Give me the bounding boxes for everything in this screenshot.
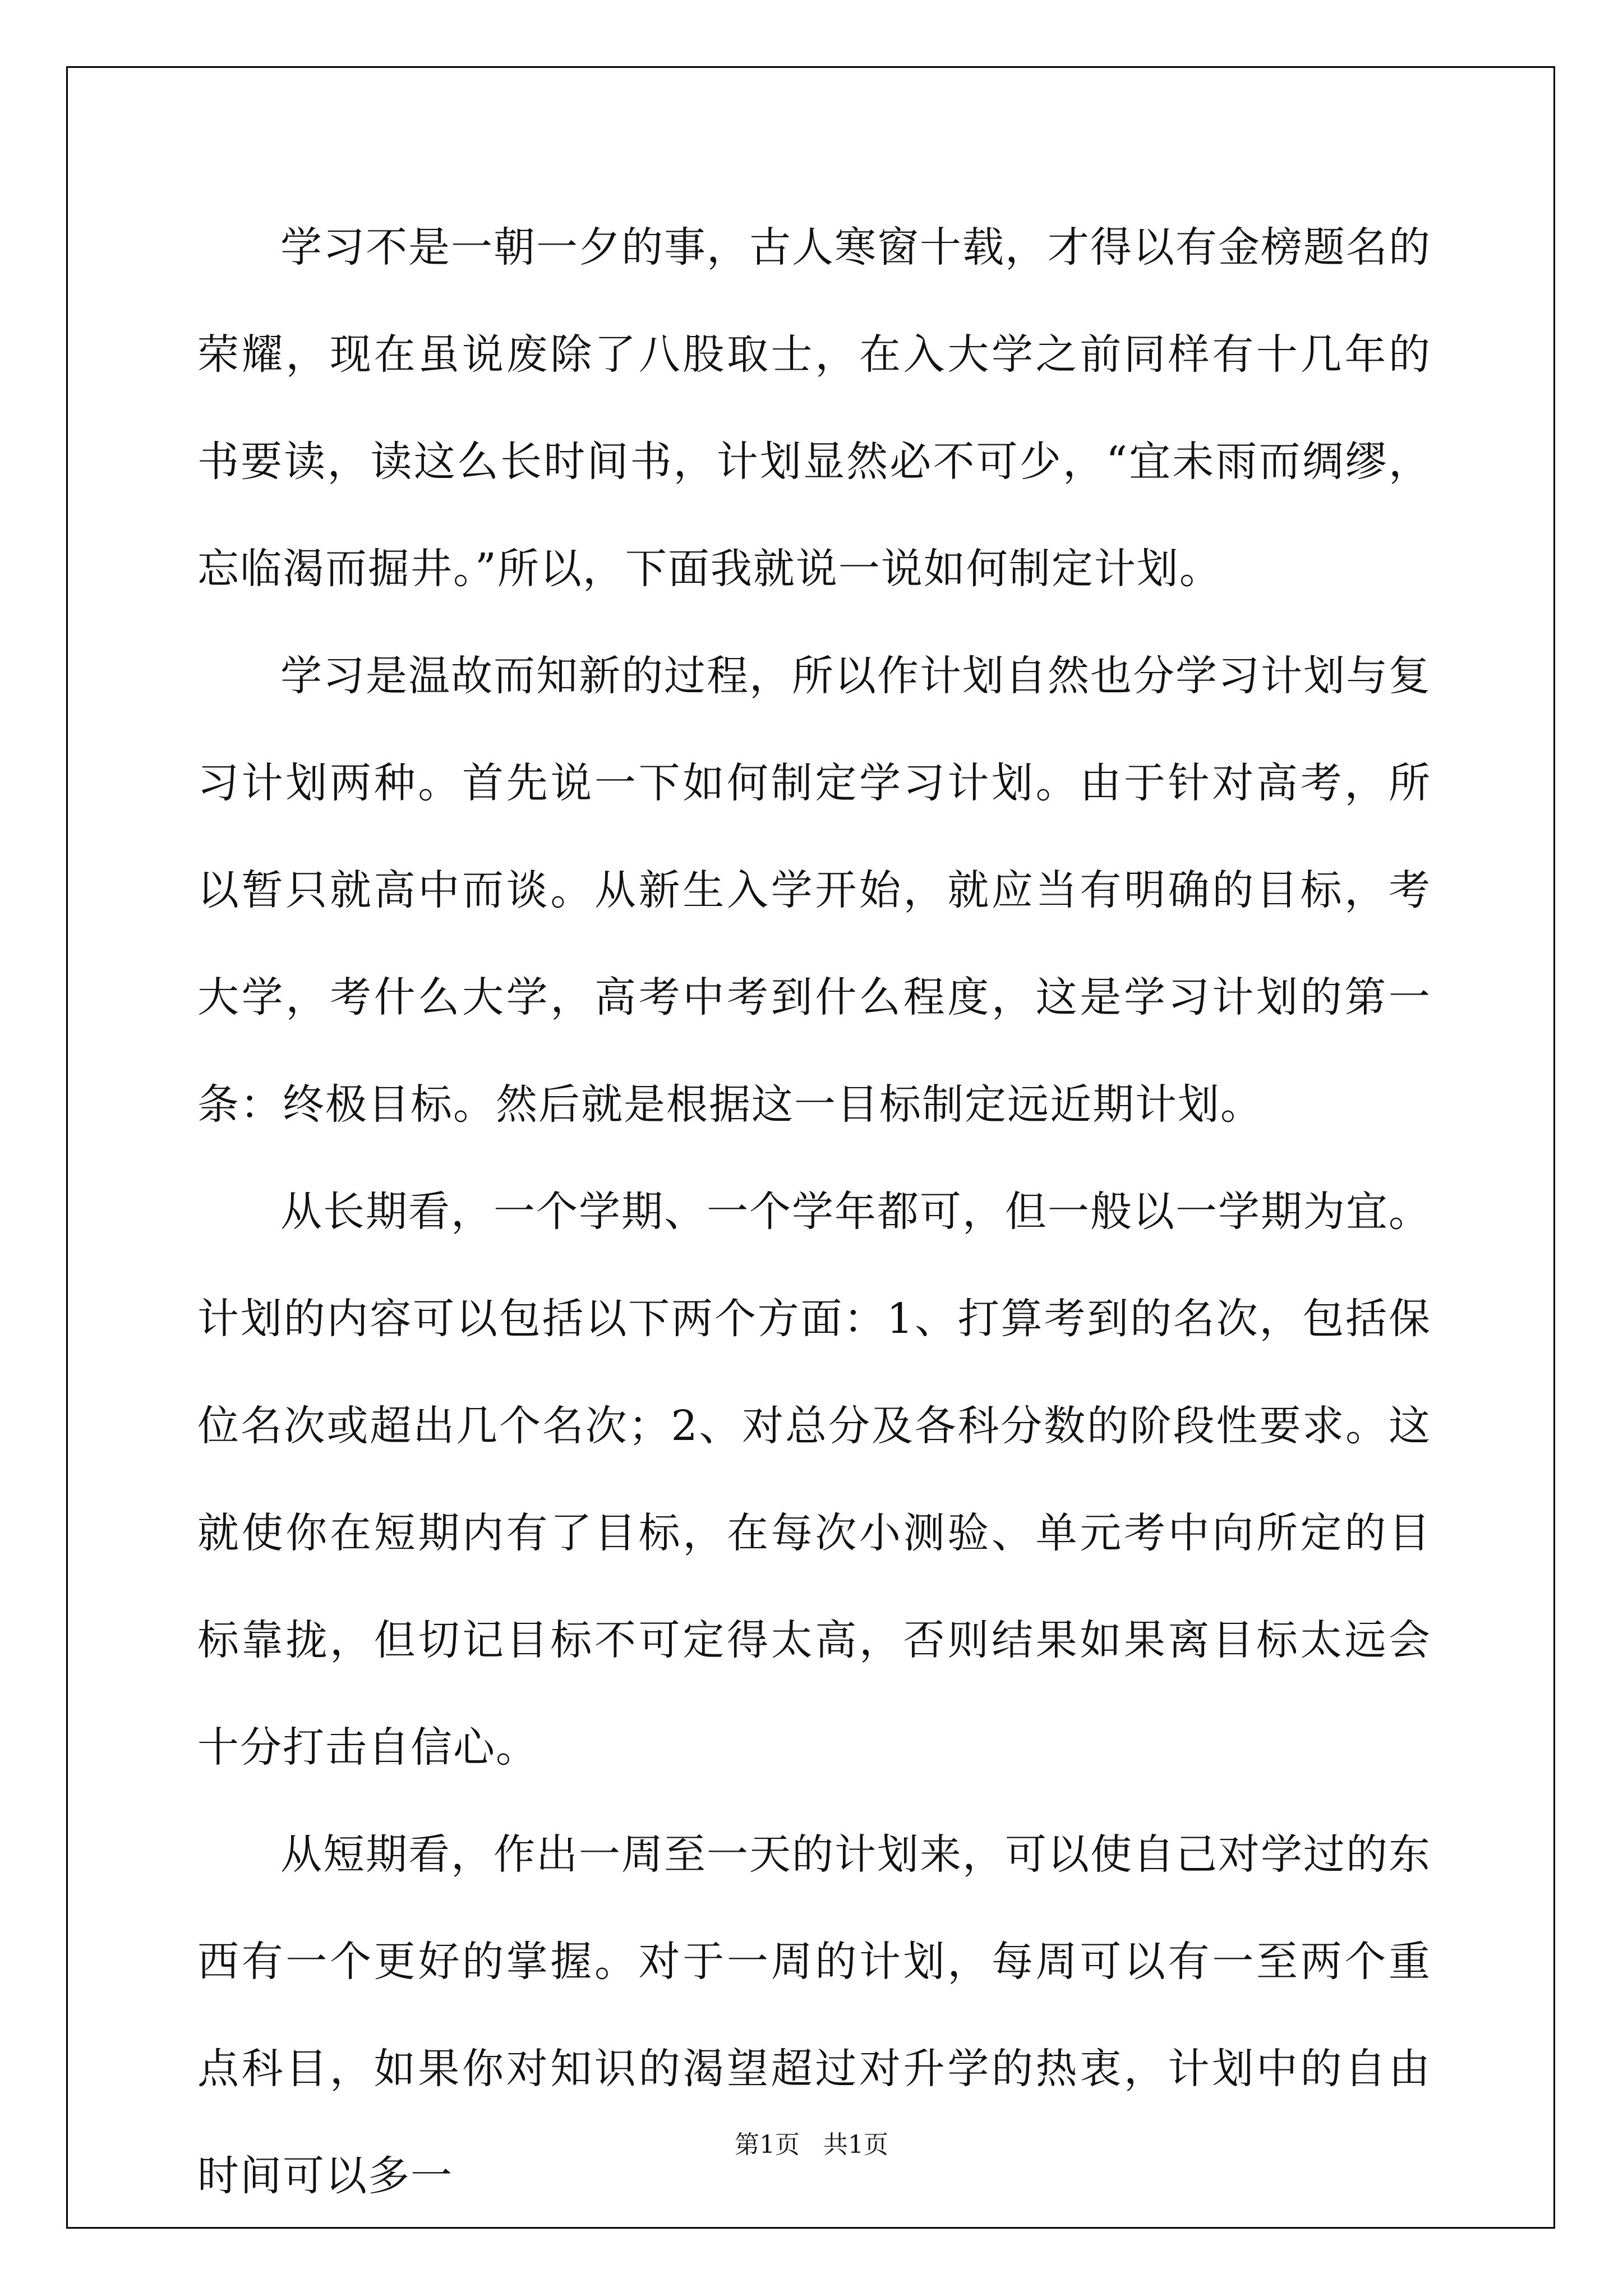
page-number-footer: 第1页 共1页 [735, 2131, 888, 2159]
paragraph-1: 学习不是一朝一夕的事，古人寒窗十载，才得以有金榜题名的荣耀，现在虽说废除了八股取士，在入大学之前同样有十几年的书要读，读这么长时间书，计划显然必不可少，“宜未雨而绸缪，忘临渴而掘井。”所以，下面我就说一说如何制定计划。 [197, 223, 1431, 593]
document-body [197, 194, 1431, 2230]
paragraph-3: 从长期看，一个学期、一个学年都可，但一般以一学期为宜。计划的内容可以包括以下两个方面：1、打算考到的名次，包括保位名次或超出几个名次；2、对总分及各科分数的阶段性要求。这就使你在短期内有了目标，在每次小测验、单元考中向所定的目标靠拢，但切记目标不可定得太高，否则结果如果离目标太远会十分打击自信心。 [197, 1188, 1431, 1772]
paragraph-2: 学习是温故而知新的过程，所以作计划自然也分学习计划与复习计划两种。首先说一下如何制定学习计划。由于针对高考，所以暂只就高中而谈。从新生入学开始，就应当有明确的目标，考大学，考什么大学，高考中考到什么程度，这是学习计划的第一条：终极目标。然后就是根据这一目标制定远近期计划。 [197, 652, 1431, 1129]
paragraph-4: 从短期看，作出一周至一天的计划来，可以使自己对学过的东西有一个更好的掌握。对于一周的计划，每周可以有一至两个重点科目，如果你对知识的渴望超过对升学的热衷，计划中的自由时间可以多一 [197, 1830, 1431, 2200]
